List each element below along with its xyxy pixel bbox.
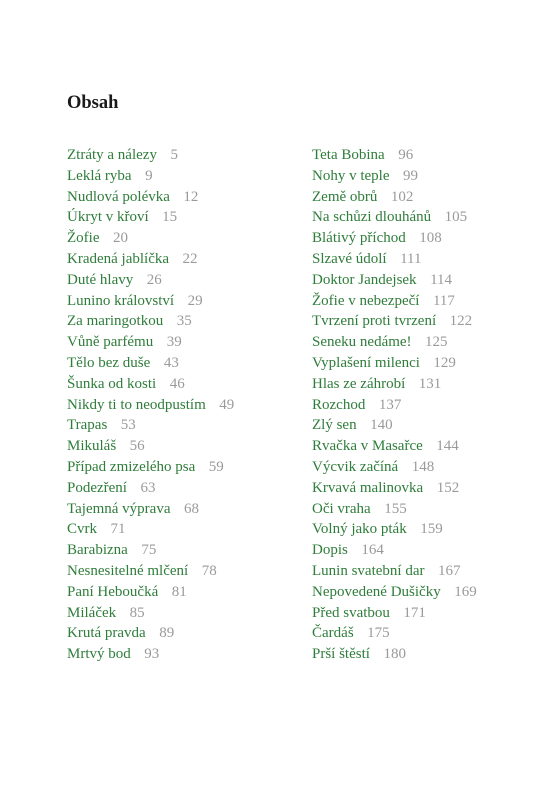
- chapter-title: Žofie: [67, 230, 100, 247]
- toc-entry: [67, 603, 234, 624]
- chapter-page-number: 39: [166, 334, 182, 351]
- toc-entry: [67, 457, 234, 478]
- chapter-page-number: 140: [370, 417, 393, 434]
- chapter-page-number: 81: [171, 583, 187, 600]
- chapter-page-number: 53: [120, 417, 136, 434]
- toc-entry: [312, 540, 477, 561]
- toc-entry: [67, 207, 234, 228]
- chapter-page-number: 169: [454, 583, 477, 600]
- toc-entry: [67, 291, 234, 312]
- chapter-page-number: 75: [141, 542, 157, 559]
- toc-entry: [312, 644, 477, 665]
- chapter-title: Barabizna: [67, 542, 128, 559]
- chapter-page-number: 171: [403, 604, 426, 621]
- chapter-page-number: 93: [144, 646, 160, 663]
- chapter-title: Vůně parfému: [67, 334, 154, 351]
- toc-entry: [312, 478, 477, 499]
- toc-entry: [67, 436, 234, 457]
- chapter-page-number: 175: [367, 625, 390, 642]
- chapter-page-number: 63: [140, 479, 156, 496]
- toc-entry: [312, 436, 477, 457]
- chapter-page-number: 155: [384, 500, 407, 517]
- chapter-page-number: 49: [219, 396, 235, 413]
- chapter-page-number: 164: [361, 542, 384, 559]
- chapter-page-number: 85: [129, 604, 145, 621]
- chapter-title: Tvrzení proti tvrzení: [312, 313, 437, 330]
- chapter-title: Za maringotkou: [67, 313, 164, 330]
- toc-left-column: [67, 145, 234, 665]
- chapter-title: Rozchod: [312, 396, 366, 413]
- chapter-page-number: 89: [159, 625, 175, 642]
- chapter-title: Šunka od kosti: [67, 375, 157, 392]
- chapter-title: Tělo bez duše: [67, 354, 151, 371]
- chapter-title: Duté hlavy: [67, 271, 134, 288]
- chapter-title: Blátivý příchod: [312, 230, 406, 247]
- chapter-page-number: 20: [112, 230, 128, 247]
- chapter-title: Slzavé údolí: [312, 250, 387, 267]
- chapter-page-number: 108: [419, 230, 442, 247]
- chapter-title: Nohy v teple: [312, 167, 390, 184]
- chapter-title: Mikuláš: [67, 438, 117, 455]
- chapter-title: Na schůzi dlouhánů: [312, 209, 432, 226]
- chapter-title: Výcvik začíná: [312, 458, 399, 475]
- toc-right-column: [312, 145, 477, 665]
- chapter-page-number: 111: [400, 250, 422, 267]
- chapter-title: Doktor Jandejsek: [312, 271, 417, 288]
- chapter-page-number: 137: [378, 396, 402, 413]
- chapter-page-number: 129: [433, 354, 456, 371]
- chapter-title: Dopis: [312, 542, 348, 559]
- chapter-page-number: 15: [162, 209, 178, 226]
- chapter-title: Tajemná výprava: [67, 500, 171, 517]
- chapter-page-number: 96: [398, 147, 414, 163]
- chapter-page-number: 180: [383, 646, 406, 663]
- toc-entry: [312, 311, 477, 332]
- toc-entry: [67, 332, 234, 353]
- chapter-page-number: 71: [110, 521, 126, 538]
- chapter-page-number: 68: [183, 500, 199, 517]
- toc-entry: [67, 582, 234, 603]
- chapter-page-number: 102: [390, 188, 414, 205]
- toc-entry: [67, 395, 234, 416]
- toc-entry: [67, 145, 234, 166]
- chapter-title: Země obrů: [312, 188, 378, 205]
- toc-entry: [67, 623, 234, 644]
- page-title: Obsah: [67, 93, 119, 113]
- toc-entry: [67, 478, 234, 499]
- toc-entry: [67, 499, 234, 520]
- chapter-page-number: 144: [436, 438, 459, 455]
- chapter-title: Žofie v nebezpečí: [312, 292, 420, 309]
- chapter-title: Mrtvý bod: [67, 646, 131, 663]
- chapter-title: Prší štěstí: [312, 646, 370, 663]
- chapter-page-number: 99: [402, 167, 418, 184]
- chapter-title: Teta Bobina: [312, 147, 385, 163]
- chapter-page-number: 125: [425, 334, 448, 351]
- toc-entry: [312, 623, 477, 644]
- toc-entry: [312, 415, 477, 436]
- toc-entry: [67, 374, 234, 395]
- chapter-title: Krutá pravda: [67, 625, 146, 642]
- toc-entry: [67, 561, 234, 582]
- chapter-page-number: 35: [176, 313, 192, 330]
- chapter-title: Paní Heboučká: [67, 583, 159, 600]
- chapter-title: Trapas: [67, 417, 108, 434]
- chapter-title: Ztráty a nálezy: [67, 147, 157, 163]
- toc-entry: [312, 332, 477, 353]
- toc-entry: [67, 249, 234, 270]
- chapter-title: Oči vraha: [312, 500, 371, 517]
- toc-entry: [312, 353, 477, 374]
- toc-entry: [67, 353, 234, 374]
- chapter-title: Čardáš: [312, 625, 354, 642]
- chapter-page-number: 105: [444, 209, 468, 226]
- chapter-page-number: 78: [201, 562, 217, 579]
- chapter-page-number: 117: [432, 292, 455, 309]
- chapter-title: Kradená jablíčka: [67, 250, 170, 267]
- chapter-title: Nesnesitelné mlčení: [67, 562, 189, 579]
- chapter-title: Leklá ryba: [67, 167, 132, 184]
- chapter-page-number: 56: [129, 438, 145, 455]
- chapter-title: Hlas ze záhrobí: [312, 375, 406, 392]
- chapter-page-number: 12: [183, 188, 199, 205]
- chapter-page-number: 29: [187, 292, 203, 309]
- toc-entry: [312, 291, 477, 312]
- chapter-page-number: 148: [411, 458, 435, 475]
- chapter-page-number: 131: [418, 375, 442, 392]
- toc-entry: [312, 187, 477, 208]
- chapter-page-number: 46: [169, 375, 185, 392]
- chapter-page-number: 114: [430, 271, 453, 288]
- chapter-page-number: 22: [182, 250, 198, 267]
- toc-entry: [67, 187, 234, 208]
- chapter-title: Miláček: [67, 604, 117, 621]
- toc-entry: [67, 519, 234, 540]
- toc-entry: [312, 582, 477, 603]
- chapter-title: Seneku nedáme!: [312, 334, 412, 351]
- chapter-page-number: 159: [420, 521, 443, 538]
- chapter-title: Rvačka v Masařce: [312, 438, 423, 455]
- chapter-title: Lunin svatební dar: [312, 562, 425, 579]
- chapter-title: Před svatbou: [312, 604, 390, 621]
- toc-entry: [67, 540, 234, 561]
- chapter-title: Vyplašení milenci: [312, 354, 420, 371]
- chapter-title: Případ zmizelého psa: [67, 458, 196, 475]
- toc-entry: [67, 270, 234, 291]
- toc-entry: [312, 249, 477, 270]
- toc-entry: [312, 145, 477, 166]
- chapter-page-number: 9: [145, 167, 153, 184]
- chapter-title: Podezření: [67, 479, 127, 496]
- chapter-page-number: 43: [163, 354, 179, 371]
- toc-entry: [67, 228, 234, 249]
- toc-entry: [312, 395, 477, 416]
- chapter-title: Nudlová polévka: [67, 188, 170, 205]
- chapter-title: Nepovedené Dušičky: [312, 583, 441, 600]
- toc-entry: [67, 166, 234, 187]
- chapter-title: Cvrk: [67, 521, 97, 538]
- toc-entry: [312, 499, 477, 520]
- chapter-title: Nikdy ti to neodpustím: [67, 396, 206, 413]
- chapter-page-number: 167: [437, 562, 461, 579]
- toc-entry: [67, 311, 234, 332]
- toc-entry: [312, 270, 477, 291]
- chapter-title: Úkryt v křoví: [67, 209, 149, 226]
- toc-entry: [312, 207, 477, 228]
- toc-entry: [312, 457, 477, 478]
- toc-entry: [312, 603, 477, 624]
- chapter-title: Volný jako pták: [312, 521, 407, 538]
- chapter-title: Krvavá malinovka: [312, 479, 424, 496]
- toc-entry: [312, 561, 477, 582]
- toc-entry: [312, 228, 477, 249]
- chapter-page-number: 152: [436, 479, 460, 496]
- toc-entry: [312, 374, 477, 395]
- chapter-page-number: 26: [146, 271, 162, 288]
- toc-entry: [312, 166, 477, 187]
- toc-entry: [67, 415, 234, 436]
- chapter-page-number: 5: [170, 147, 178, 163]
- chapter-title: Lunino království: [67, 292, 175, 309]
- chapter-page-number: 122: [449, 313, 473, 330]
- chapter-page-number: 59: [208, 458, 224, 475]
- toc-entry: [67, 644, 234, 665]
- chapter-title: Zlý sen: [312, 417, 357, 434]
- toc-entry: [312, 519, 477, 540]
